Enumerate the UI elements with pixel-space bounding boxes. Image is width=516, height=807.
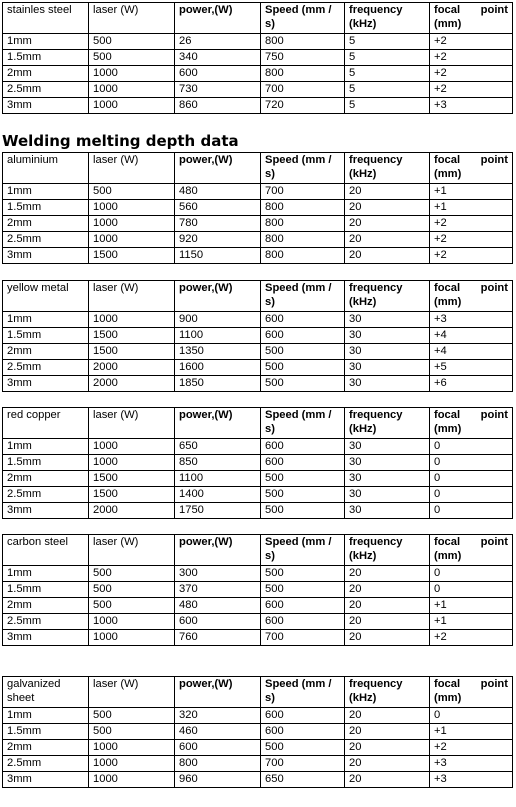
table-cell: 700 [261,756,345,772]
table-cell: 730 [175,82,261,98]
table-cell: 760 [175,630,261,646]
table-row [3,360,513,376]
table-cell: 1000 [89,232,175,248]
table-cell: 2mm [3,471,89,487]
table-cell: 800 [261,232,345,248]
table-cell: 900 [175,312,261,328]
table-cell: 500 [89,34,175,50]
table-cell: 2mm [3,598,89,614]
table-cell: 20 [345,614,430,630]
table-block-2 [2,280,512,392]
power-header: power,(W) [175,153,261,184]
table-cell: 30 [345,439,430,455]
table-cell: 3mm [3,503,89,519]
table-cell: 2mm [3,740,89,756]
table-row [3,82,513,98]
table-cell: 1000 [89,740,175,756]
table-cell: 2mm [3,66,89,82]
table-cell: 500 [261,344,345,360]
table-row [3,184,513,200]
table-cell: +3 [430,312,513,328]
material-name: yellow metal [7,282,69,294]
table-cell: 0 [430,582,513,598]
table-cell: +2 [430,34,513,50]
table-cell: 1400 [175,487,261,503]
table-cell: 1.5mm [3,455,89,471]
table-cell: 20 [345,740,430,756]
table-cell: 1000 [89,439,175,455]
data-table-0 [2,2,513,114]
table-cell: 1.5mm [3,582,89,598]
table-cell: +2 [430,740,513,756]
table-cell: 20 [345,216,430,232]
table-cell: 1750 [175,503,261,519]
table-row [3,66,513,82]
table-cell: 700 [261,82,345,98]
header-row [3,677,513,708]
table-cell: +4 [430,328,513,344]
table-cell: 1.5mm [3,328,89,344]
power-header: power,(W) [175,281,261,312]
table-cell: +1 [430,614,513,630]
focal-point-header: focal point (mm) [430,3,513,34]
table-cell: 20 [345,598,430,614]
material-name: galvanized sheet [7,678,61,704]
table-cell: 3mm [3,98,89,114]
laser-header: laser (W) [89,677,175,708]
table-cell: 1600 [175,360,261,376]
table-cell: 1500 [89,471,175,487]
table-row [3,614,513,630]
table-cell: 1mm [3,566,89,582]
table-cell: 700 [261,630,345,646]
table-cell: 850 [175,455,261,471]
table-cell: +6 [430,376,513,392]
table-cell: 2000 [89,360,175,376]
data-table-5 [2,676,513,788]
table-cell: 20 [345,708,430,724]
table-cell: +3 [430,756,513,772]
material-header [3,408,89,439]
table-cell: 920 [175,232,261,248]
table-cell: 2.5mm [3,360,89,376]
table-cell: 1mm [3,708,89,724]
table-cell: 650 [175,439,261,455]
frequency-header: frequency (kHz) [345,535,430,566]
table-cell: 500 [261,566,345,582]
table-cell: 720 [261,98,345,114]
table-cell: 1000 [89,756,175,772]
table-cell: +3 [430,772,513,788]
table-cell: 600 [261,614,345,630]
table-cell: 1100 [175,328,261,344]
table-cell: 1000 [89,455,175,471]
table-cell: 30 [345,471,430,487]
table-cell: 800 [175,756,261,772]
table-row [3,471,513,487]
speed-header: Speed (mm / s) [261,3,345,34]
frequency-header: frequency (kHz) [345,153,430,184]
table-cell: 1.5mm [3,200,89,216]
table-cell: 300 [175,566,261,582]
table-cell: 1mm [3,34,89,50]
table-row [3,582,513,598]
table-cell: 0 [430,455,513,471]
header-row [3,153,513,184]
table-cell: 5 [345,82,430,98]
table-row [3,566,513,582]
table-cell: 500 [261,487,345,503]
table-cell: 500 [261,582,345,598]
table-cell: 600 [261,312,345,328]
table-cell: 600 [175,66,261,82]
table-cell: 500 [89,724,175,740]
table-cell: +2 [430,630,513,646]
table-cell: 2mm [3,344,89,360]
table-cell: 500 [89,50,175,66]
table-cell: 320 [175,708,261,724]
table-cell: +2 [430,82,513,98]
table-cell: 340 [175,50,261,66]
focal-point-header: focal point (mm) [430,281,513,312]
table-cell: 370 [175,582,261,598]
table-cell: 500 [261,360,345,376]
material-name: aluminium [7,154,58,166]
table-cell: 30 [345,455,430,471]
table-cell: 30 [345,360,430,376]
table-cell: 1850 [175,376,261,392]
table-cell: 3mm [3,630,89,646]
table-row [3,708,513,724]
table-cell: 800 [261,200,345,216]
table-row [3,98,513,114]
table-cell: 600 [261,439,345,455]
table-cell: 480 [175,184,261,200]
table-cell: 1000 [89,630,175,646]
table-cell: 0 [430,503,513,519]
table-cell: 1500 [89,328,175,344]
speed-header: Speed (mm / s) [261,535,345,566]
table-cell: 1000 [89,614,175,630]
table-row [3,232,513,248]
table-cell: 500 [89,566,175,582]
table-row [3,312,513,328]
table-cell: 5 [345,66,430,82]
table-row [3,216,513,232]
material-name: carbon steel [7,536,68,548]
table-cell: 1100 [175,471,261,487]
table-cell: 1500 [89,248,175,264]
power-header: power,(W) [175,677,261,708]
table-block-3 [2,407,512,519]
table-row [3,756,513,772]
table-cell: 30 [345,487,430,503]
table-cell: 960 [175,772,261,788]
table-cell: 500 [89,582,175,598]
table-cell: 700 [261,184,345,200]
table-cell: 1mm [3,312,89,328]
table-cell: 860 [175,98,261,114]
data-table-2 [2,280,513,392]
table-cell: 0 [430,439,513,455]
table-cell: +1 [430,184,513,200]
table-cell: +1 [430,724,513,740]
table-row [3,598,513,614]
table-row [3,503,513,519]
laser-header: laser (W) [89,3,175,34]
table-cell: +3 [430,98,513,114]
table-cell: 26 [175,34,261,50]
table-cell: 2000 [89,503,175,519]
frequency-header: frequency (kHz) [345,281,430,312]
table-cell: 1500 [89,487,175,503]
frequency-header: frequency (kHz) [345,3,430,34]
table-cell: 1000 [89,98,175,114]
laser-header: laser (W) [89,153,175,184]
table-cell: 30 [345,376,430,392]
table-cell: 1500 [89,344,175,360]
table-row [3,740,513,756]
table-cell: 20 [345,582,430,598]
table-cell: 20 [345,566,430,582]
table-cell: 560 [175,200,261,216]
table-block-0 [2,2,512,114]
focal-point-header: focal point (mm) [430,408,513,439]
table-cell: 20 [345,772,430,788]
material-header [3,3,89,34]
table-cell: 1000 [89,312,175,328]
header-row [3,281,513,312]
table-cell: 2000 [89,376,175,392]
table-cell: 2.5mm [3,614,89,630]
speed-header: Speed (mm / s) [261,408,345,439]
table-cell: 1.5mm [3,50,89,66]
table-cell: 2mm [3,216,89,232]
laser-header: laser (W) [89,408,175,439]
table-cell: 1000 [89,216,175,232]
table-cell: 600 [175,740,261,756]
table-cell: 1mm [3,184,89,200]
material-header [3,535,89,566]
table-cell: 0 [430,708,513,724]
table-cell: 30 [345,328,430,344]
material-name: stainles steel [7,4,72,16]
table-row [3,328,513,344]
material-header [3,677,89,708]
frequency-header: frequency (kHz) [345,408,430,439]
material-name: red copper [7,409,61,421]
table-cell: 600 [261,328,345,344]
table-cell: 1000 [89,772,175,788]
table-row [3,200,513,216]
table-cell: 2.5mm [3,232,89,248]
table-cell: +2 [430,216,513,232]
table-cell: 1000 [89,200,175,216]
table-cell: 5 [345,50,430,66]
table-row [3,50,513,66]
data-table-4 [2,534,513,646]
table-cell: 20 [345,200,430,216]
table-cell: 30 [345,312,430,328]
table-cell: 30 [345,503,430,519]
table-row [3,455,513,471]
table-cell: 600 [261,455,345,471]
table-cell: 1mm [3,439,89,455]
table-cell: 600 [175,614,261,630]
table-cell: 650 [261,772,345,788]
focal-point-header: focal point (mm) [430,535,513,566]
table-cell: 480 [175,598,261,614]
power-header: power,(W) [175,3,261,34]
table-cell: 500 [89,598,175,614]
laser-header: laser (W) [89,281,175,312]
table-cell: 20 [345,232,430,248]
table-cell: +5 [430,360,513,376]
table-cell: 20 [345,630,430,646]
material-header [3,153,89,184]
power-header: power,(W) [175,535,261,566]
focal-point-header: focal point (mm) [430,677,513,708]
table-cell: 800 [261,216,345,232]
table-block-1 [2,152,512,264]
frequency-header: frequency (kHz) [345,677,430,708]
table-cell: 500 [261,471,345,487]
table-cell: 780 [175,216,261,232]
table-cell: 20 [345,756,430,772]
table-cell: 0 [430,566,513,582]
table-row [3,772,513,788]
table-cell: 1150 [175,248,261,264]
table-cell: 500 [261,740,345,756]
table-cell: +2 [430,50,513,66]
table-cell: 0 [430,471,513,487]
table-cell: +1 [430,598,513,614]
table-cell: 3mm [3,772,89,788]
table-cell: +2 [430,232,513,248]
section-title: Welding melting depth data [2,132,239,150]
table-cell: 500 [89,184,175,200]
table-row [3,487,513,503]
table-cell: 3mm [3,248,89,264]
header-row [3,3,513,34]
table-cell: 30 [345,344,430,360]
table-cell: 600 [261,708,345,724]
table-row [3,630,513,646]
table-cell: 0 [430,487,513,503]
table-cell: 800 [261,248,345,264]
table-cell: +4 [430,344,513,360]
table-cell: 2.5mm [3,487,89,503]
table-cell: 1.5mm [3,724,89,740]
table-row [3,439,513,455]
table-block-5 [2,676,512,788]
table-cell: 800 [261,66,345,82]
table-cell: 3mm [3,376,89,392]
table-cell: 20 [345,724,430,740]
table-row [3,376,513,392]
table-row [3,724,513,740]
speed-header: Speed (mm / s) [261,281,345,312]
table-cell: 500 [89,708,175,724]
table-cell: +2 [430,66,513,82]
table-row [3,34,513,50]
table-cell: 460 [175,724,261,740]
table-cell: 2.5mm [3,756,89,772]
material-header [3,281,89,312]
table-cell: 1000 [89,66,175,82]
table-cell: 750 [261,50,345,66]
table-cell: 500 [261,376,345,392]
table-cell: +2 [430,248,513,264]
focal-point-header: focal point (mm) [430,153,513,184]
table-cell: 1350 [175,344,261,360]
table-cell: 600 [261,598,345,614]
data-table-1 [2,152,513,264]
table-cell: +1 [430,200,513,216]
table-cell: 500 [261,503,345,519]
speed-header: Speed (mm / s) [261,677,345,708]
table-cell: 800 [261,34,345,50]
table-cell: 5 [345,98,430,114]
power-header: power,(W) [175,408,261,439]
data-table-3 [2,407,513,519]
table-cell: 600 [261,724,345,740]
table-cell: 2.5mm [3,82,89,98]
header-row [3,408,513,439]
table-row [3,344,513,360]
table-cell: 20 [345,248,430,264]
table-block-4 [2,534,512,646]
table-cell: 20 [345,184,430,200]
laser-header: laser (W) [89,535,175,566]
table-row [3,248,513,264]
table-cell: 5 [345,34,430,50]
speed-header: Speed (mm / s) [261,153,345,184]
header-row [3,535,513,566]
table-cell: 1000 [89,82,175,98]
